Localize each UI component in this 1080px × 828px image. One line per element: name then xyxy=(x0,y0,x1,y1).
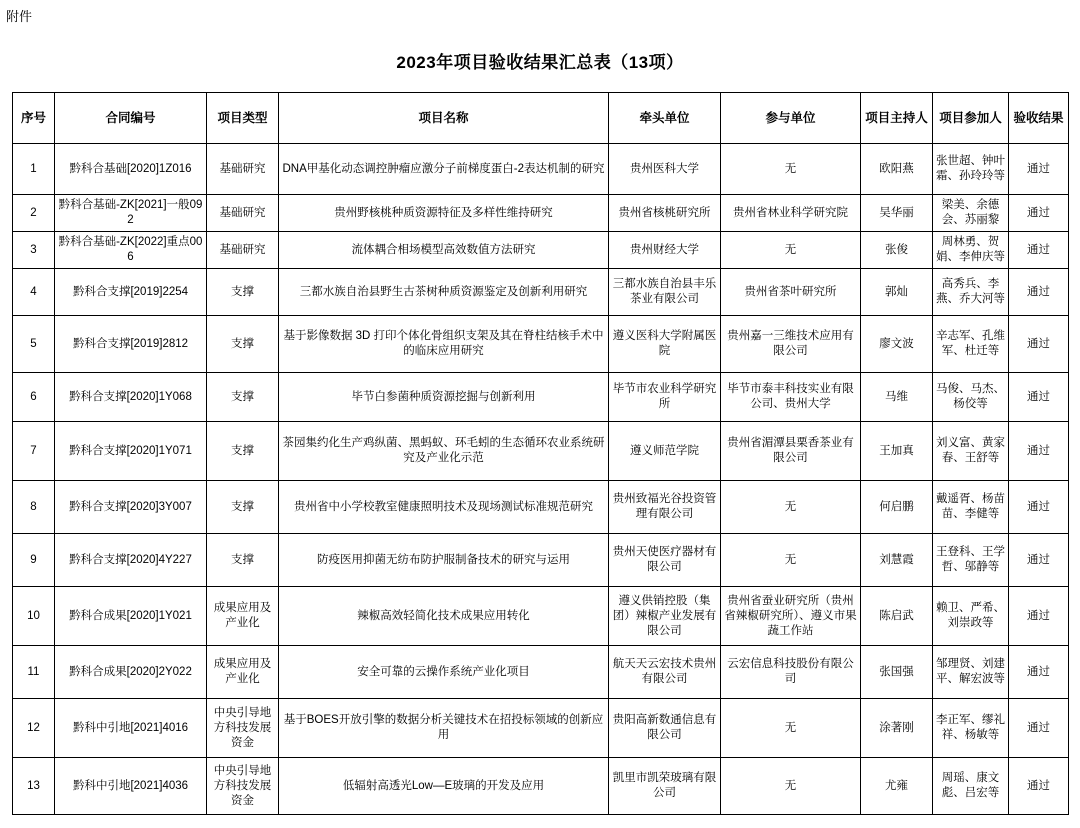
cell-participating-unit: 贵州省湄潭县栗香茶业有限公司 xyxy=(721,422,861,481)
cell-project-name: 基于BOES开放引擎的数据分析关键技术在招投标领域的创新应用 xyxy=(279,699,609,758)
cell-project-host: 涂著刚 xyxy=(861,699,933,758)
cell-seq: 4 xyxy=(13,269,55,316)
cell-lead-unit: 贵州天使医疗器材有限公司 xyxy=(609,534,721,587)
cell-contract-no: 黔科合基础-ZK[2022]重点006 xyxy=(55,232,207,269)
cell-project-type: 基础研究 xyxy=(207,232,279,269)
cell-project-host: 廖文波 xyxy=(861,316,933,373)
cell-project-type: 中央引导地方科技发展资金 xyxy=(207,699,279,758)
cell-project-members: 周瑶、康文彪、吕宏等 xyxy=(933,758,1009,815)
cell-lead-unit: 贵州省核桃研究所 xyxy=(609,195,721,232)
cell-contract-no: 黔科合基础[2020]1Z016 xyxy=(55,144,207,195)
cell-lead-unit: 三都水族自治县丰乐茶业有限公司 xyxy=(609,269,721,316)
cell-lead-unit: 凯里市凯荣玻璃有限公司 xyxy=(609,758,721,815)
cell-lead-unit: 航天天云宏技术贵州有限公司 xyxy=(609,646,721,699)
cell-project-members: 梁美、余德会、苏丽黎 xyxy=(933,195,1009,232)
cell-project-host: 马维 xyxy=(861,373,933,422)
cell-project-name: 安全可靠的云操作系统产业化项目 xyxy=(279,646,609,699)
cell-seq: 9 xyxy=(13,534,55,587)
cell-project-name: 低辐射高透光Low—E玻璃的开发及应用 xyxy=(279,758,609,815)
cell-project-name: 流体耦合相场模型高效数值方法研究 xyxy=(279,232,609,269)
cell-acceptance-result: 通过 xyxy=(1009,758,1069,815)
cell-project-host: 吴华丽 xyxy=(861,195,933,232)
cell-acceptance-result: 通过 xyxy=(1009,373,1069,422)
cell-seq: 13 xyxy=(13,758,55,815)
cell-project-members: 马俊、马杰、杨佼等 xyxy=(933,373,1009,422)
header-contract-no: 合同编号 xyxy=(55,93,207,144)
cell-contract-no: 黔科合支撑[2020]3Y007 xyxy=(55,481,207,534)
cell-contract-no: 黔科合支撑[2019]2812 xyxy=(55,316,207,373)
cell-seq: 1 xyxy=(13,144,55,195)
cell-seq: 10 xyxy=(13,587,55,646)
cell-seq: 2 xyxy=(13,195,55,232)
cell-project-name: 茶园集约化生产鸡纵菌、黑蚂蚁、环毛蚓的生态循环农业系统研究及产业化示范 xyxy=(279,422,609,481)
header-lead-unit: 牵头单位 xyxy=(609,93,721,144)
table-row xyxy=(13,373,1069,422)
cell-project-host: 张俊 xyxy=(861,232,933,269)
table-header-row xyxy=(13,93,1069,144)
cell-project-type: 支撑 xyxy=(207,481,279,534)
cell-project-name: 贵州省中小学校教室健康照明技术及现场测试标准规范研究 xyxy=(279,481,609,534)
cell-participating-unit: 无 xyxy=(721,699,861,758)
cell-project-name: 毕节白参菌种质资源挖掘与创新利用 xyxy=(279,373,609,422)
cell-project-type: 基础研究 xyxy=(207,144,279,195)
cell-participating-unit: 云宏信息科技股份有限公司 xyxy=(721,646,861,699)
cell-lead-unit: 遵义供销控股（集团）辣椒产业发展有限公司 xyxy=(609,587,721,646)
cell-project-host: 何启鹏 xyxy=(861,481,933,534)
cell-acceptance-result: 通过 xyxy=(1009,534,1069,587)
cell-lead-unit: 贵阳高新数通信息有限公司 xyxy=(609,699,721,758)
table-row xyxy=(13,534,1069,587)
cell-project-name: 三都水族自治县野生古茶树种质资源鉴定及创新利用研究 xyxy=(279,269,609,316)
cell-lead-unit: 贵州财经大学 xyxy=(609,232,721,269)
cell-project-members: 周林勇、贺娟、李伸庆等 xyxy=(933,232,1009,269)
cell-seq: 8 xyxy=(13,481,55,534)
header-project-members: 项目参加人 xyxy=(933,93,1009,144)
cell-acceptance-result: 通过 xyxy=(1009,481,1069,534)
cell-participating-unit: 无 xyxy=(721,232,861,269)
project-acceptance-table xyxy=(12,92,1069,815)
header-seq: 序号 xyxy=(13,93,55,144)
summary-table-container xyxy=(12,92,1068,815)
cell-project-members: 辛志军、孔维军、杜迁等 xyxy=(933,316,1009,373)
cell-contract-no: 黔科合支撑[2020]1Y068 xyxy=(55,373,207,422)
cell-contract-no: 黔科合成果[2020]2Y022 xyxy=(55,646,207,699)
cell-lead-unit: 贵州致福光谷投资管理有限公司 xyxy=(609,481,721,534)
table-row xyxy=(13,699,1069,758)
cell-contract-no: 黔科合支撑[2020]4Y227 xyxy=(55,534,207,587)
header-participating-unit: 参与单位 xyxy=(721,93,861,144)
cell-project-members: 刘义富、黄家春、王舒等 xyxy=(933,422,1009,481)
header-project-host: 项目主持人 xyxy=(861,93,933,144)
table-row xyxy=(13,144,1069,195)
table-row xyxy=(13,422,1069,481)
cell-acceptance-result: 通过 xyxy=(1009,587,1069,646)
cell-acceptance-result: 通过 xyxy=(1009,195,1069,232)
cell-contract-no: 黔科合支撑[2019]2254 xyxy=(55,269,207,316)
cell-project-type: 支撑 xyxy=(207,373,279,422)
table-row xyxy=(13,269,1069,316)
cell-acceptance-result: 通过 xyxy=(1009,422,1069,481)
cell-acceptance-result: 通过 xyxy=(1009,144,1069,195)
cell-acceptance-result: 通过 xyxy=(1009,316,1069,373)
page-title: 2023年项目验收结果汇总表（13项） xyxy=(396,53,684,72)
cell-acceptance-result: 通过 xyxy=(1009,646,1069,699)
cell-project-type: 支撑 xyxy=(207,534,279,587)
cell-acceptance-result: 通过 xyxy=(1009,269,1069,316)
cell-participating-unit: 毕节市泰丰科技实业有限公司、贵州大学 xyxy=(721,373,861,422)
cell-project-type: 中央引导地方科技发展资金 xyxy=(207,758,279,815)
cell-participating-unit: 贵州省蚕业研究所（贵州省辣椒研究所）、遵义市果蔬工作站 xyxy=(721,587,861,646)
cell-participating-unit: 无 xyxy=(721,481,861,534)
cell-project-members: 高秀兵、李燕、乔大河等 xyxy=(933,269,1009,316)
header-acceptance-result: 验收结果 xyxy=(1009,93,1069,144)
cell-project-name: 辣椒高效轻简化技术成果应用转化 xyxy=(279,587,609,646)
cell-project-members: 王登科、王学哲、邬静等 xyxy=(933,534,1009,587)
cell-project-type: 支撑 xyxy=(207,316,279,373)
cell-project-members: 赖卫、严希、刘崇政等 xyxy=(933,587,1009,646)
cell-participating-unit: 贵州省茶叶研究所 xyxy=(721,269,861,316)
cell-participating-unit: 贵州嘉一三维技术应用有限公司 xyxy=(721,316,861,373)
cell-seq: 3 xyxy=(13,232,55,269)
cell-project-name: DNA甲基化动态调控肿瘤应激分子前梯度蛋白-2表达机制的研究 xyxy=(279,144,609,195)
cell-project-type: 成果应用及产业化 xyxy=(207,646,279,699)
cell-project-host: 刘慧霞 xyxy=(861,534,933,587)
cell-project-host: 陈启武 xyxy=(861,587,933,646)
cell-lead-unit: 遵义师范学院 xyxy=(609,422,721,481)
table-row xyxy=(13,195,1069,232)
cell-contract-no: 黔科合支撑[2020]1Y071 xyxy=(55,422,207,481)
cell-participating-unit: 无 xyxy=(721,534,861,587)
table-row xyxy=(13,316,1069,373)
cell-participating-unit: 贵州省林业科学研究院 xyxy=(721,195,861,232)
cell-contract-no: 黔科合成果[2020]1Y021 xyxy=(55,587,207,646)
attachment-label: 附件 xyxy=(6,9,33,24)
cell-seq: 6 xyxy=(13,373,55,422)
cell-project-host: 王加真 xyxy=(861,422,933,481)
cell-project-name: 防疫医用抑菌无纺布防护服制备技术的研究与运用 xyxy=(279,534,609,587)
table-row xyxy=(13,646,1069,699)
cell-project-name: 贵州野核桃种质资源特征及多样性维持研究 xyxy=(279,195,609,232)
cell-seq: 11 xyxy=(13,646,55,699)
header-project-type: 项目类型 xyxy=(207,93,279,144)
cell-project-type: 成果应用及产业化 xyxy=(207,587,279,646)
cell-lead-unit: 贵州医科大学 xyxy=(609,144,721,195)
cell-project-type: 支撑 xyxy=(207,269,279,316)
cell-project-host: 欧阳燕 xyxy=(861,144,933,195)
cell-seq: 12 xyxy=(13,699,55,758)
cell-seq: 5 xyxy=(13,316,55,373)
cell-project-host: 郭灿 xyxy=(861,269,933,316)
cell-project-members: 李正军、缪礼祥、杨敏等 xyxy=(933,699,1009,758)
table-row xyxy=(13,232,1069,269)
cell-project-members: 邹理贤、刘建平、解宏波等 xyxy=(933,646,1009,699)
header-project-name: 项目名称 xyxy=(279,93,609,144)
cell-seq: 7 xyxy=(13,422,55,481)
table-row xyxy=(13,758,1069,815)
cell-project-type: 基础研究 xyxy=(207,195,279,232)
cell-lead-unit: 遵义医科大学附属医院 xyxy=(609,316,721,373)
cell-project-name: 基于影像数据 3D 打印个体化骨组织支架及其在脊柱结核手术中的临床应用研究 xyxy=(279,316,609,373)
cell-lead-unit: 毕节市农业科学研究所 xyxy=(609,373,721,422)
cell-acceptance-result: 通过 xyxy=(1009,232,1069,269)
cell-contract-no: 黔科中引地[2021]4016 xyxy=(55,699,207,758)
cell-project-host: 张国强 xyxy=(861,646,933,699)
cell-project-members: 戴遥胥、杨苗苗、李健等 xyxy=(933,481,1009,534)
table-row xyxy=(13,587,1069,646)
table-row xyxy=(13,481,1069,534)
cell-project-host: 尤雍 xyxy=(861,758,933,815)
cell-project-members: 张世超、钟叶霜、孙玲玲等 xyxy=(933,144,1009,195)
cell-contract-no: 黔科中引地[2021]4036 xyxy=(55,758,207,815)
cell-participating-unit: 无 xyxy=(721,758,861,815)
cell-project-type: 支撑 xyxy=(207,422,279,481)
cell-contract-no: 黔科合基础-ZK[2021]一般092 xyxy=(55,195,207,232)
cell-acceptance-result: 通过 xyxy=(1009,699,1069,758)
cell-participating-unit: 无 xyxy=(721,144,861,195)
